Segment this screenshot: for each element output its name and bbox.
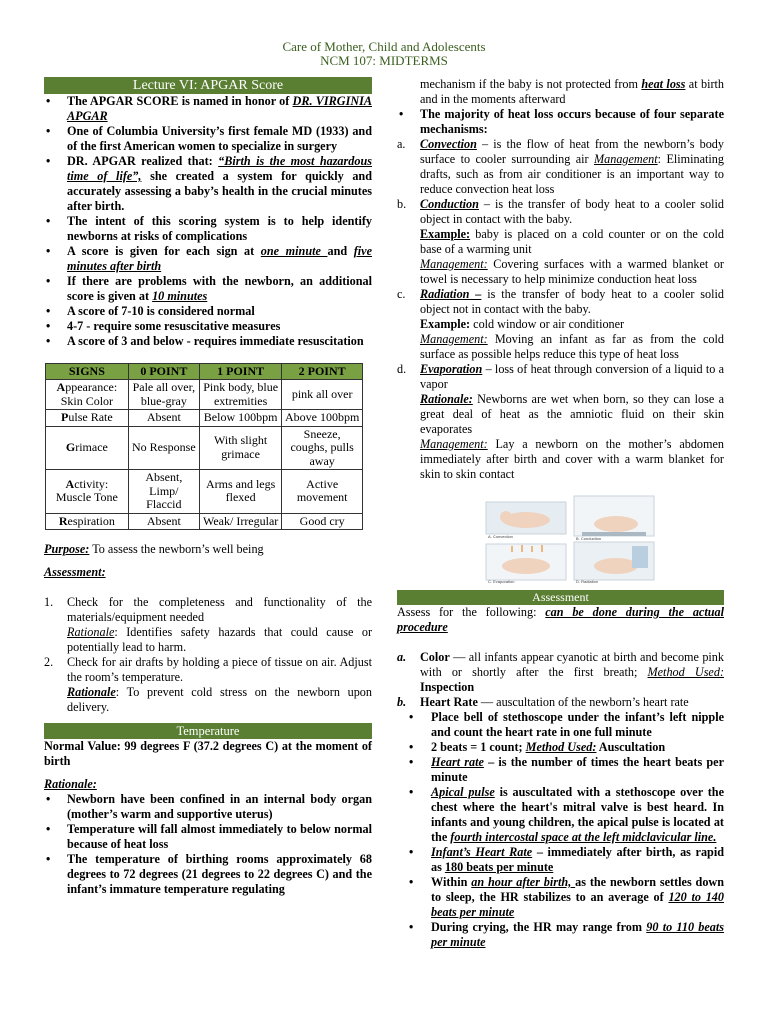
list-item: 1. Check for the completeness and functionality of the materials/equipment needed Rationale: Identifies safety hazards that could cause or potentially lead to harm.	[44, 595, 372, 654]
table-header: 2 POINT	[282, 364, 363, 380]
table-header-row	[46, 364, 363, 380]
list-item: • Place bell of stethoscope under the infant’s left nipple and count the heart rate in one full minute	[397, 710, 724, 740]
list-item: • During crying, the HR may range from 90 to 110 beats per minute	[397, 920, 724, 950]
list-item: • 4-7 - require some resuscitative measures	[44, 319, 372, 334]
list-item: • Temperature will fall almost immediately to below normal because of heat loss	[44, 822, 372, 852]
list-item: b. Heart Rate — auscultation of the newborn’s heart rate	[397, 695, 689, 709]
left-column	[44, 77, 372, 897]
score-cell: No Response	[128, 426, 199, 470]
list-item: c. Radiation – is the transfer of body heat to a cooler solid object not in contact with the baby. Example: cold window or air conditioner Management: Moving an infant as far as from the cold surface as possible helps reduce this type of heat loss	[397, 287, 724, 361]
figure-label: D. Radiation	[576, 579, 599, 584]
heat-loss-illustration	[482, 492, 659, 584]
list-item: • The majority of heat loss occurs because of four separate mechanisms:	[397, 107, 724, 137]
table-header: 0 POINT	[128, 364, 199, 380]
list-item: • Infant’s Heart Rate – immediately after birth, as rapid as 180 beats per minute	[397, 845, 724, 875]
list-item: d. Evaporation – loss of heat through conversion of a liquid to a vapor Rationale: Newborns are wet when born, so they can lose a great deal of heat as the amniotic fluid on their skin evaporates Management: Lay a newborn on the mother’s abdomen immediately after birth and cover with a warm blanket for skin to skin contact	[397, 362, 724, 481]
list-item: • Heart rate – is the number of times the heart beats per minute	[397, 755, 724, 785]
figure-label: A. Convection	[488, 534, 513, 539]
score-cell: Weak/ Irregular	[199, 513, 281, 530]
list-item: • If there are problems with the newborn, an additional score is given at 10 minutes	[44, 274, 372, 304]
right-column	[397, 77, 724, 950]
temperature-list	[44, 792, 372, 897]
score-cell: pink all over	[282, 380, 363, 410]
assessment-banner: Assessment	[397, 590, 724, 605]
list-item: • The temperature of birthing rooms approximately 68 degrees to 72 degrees (21 degrees to 22 degrees C) and the infant’s immature temperature regulating	[44, 852, 372, 897]
score-cell: Above 100bpm	[282, 410, 363, 427]
table-header: 1 POINT	[199, 364, 281, 380]
list-item: • A score of 3 and below - requires immediate resuscitation	[44, 334, 372, 349]
sign-cell: Appearance: Skin Color	[46, 380, 129, 410]
list-item: 2. Check for air drafts by holding a piece of tissue on air. Adjust the room’s temperature. Rationale: To prevent cold stress on the newborn upon delivery.	[44, 655, 372, 714]
list-item: • The APGAR SCORE is named in honor of DR. VIRGINIA APGAR	[44, 94, 372, 124]
rationale-heading: Rationale:	[44, 777, 97, 791]
assess-intro: Assess for the following: can be done during the actual procedure	[397, 605, 724, 634]
list-item: b. Conduction – is the transfer of body heat to a cooler solid object in contact with the baby. Example: baby is placed on a cold counter or on the cold base of a warming unit Management: Covering surfaces with a warmed blanket or towel is necessary to help minimize conduction heat loss	[397, 197, 724, 286]
list-item: • Within an hour after birth, as the newborn settles down to sleep, the HR stabilizes to an average of 120 to 140 beats per minute	[397, 875, 724, 920]
list-item: • 2 beats = 1 count; Method Used: Auscultation	[397, 740, 724, 755]
sign-cell: Activity: Muscle Tone	[46, 470, 129, 514]
figure-label: C. Evaporation	[488, 579, 515, 584]
score-cell: Absent	[128, 410, 199, 427]
table-row	[46, 426, 363, 470]
course-code: NCM 107: MIDTERMS	[320, 53, 448, 68]
table-row	[46, 513, 363, 530]
score-cell: Absent	[128, 513, 199, 530]
score-cell: Arms and legs flexed	[199, 470, 281, 514]
table-header: SIGNS	[46, 364, 129, 380]
course-title: Care of Mother, Child and Adolescents	[282, 39, 486, 54]
list-item: a. Convection – is the flow of heat from the newborn’s body surface to cooler surrounding air Management: Eliminating drafts, such as from air conditioner is an important way to reduce convection heat loss	[397, 137, 724, 196]
purpose-line: Purpose: To assess the newborn’s well being	[44, 542, 264, 556]
continued-text: mechanism if the baby is not protected from heat loss at birth and in the moments afterward	[420, 77, 724, 106]
score-cell: With slight grimace	[199, 426, 281, 470]
list-item: • A score is given for each sign at one minute and five minutes after birth	[44, 244, 372, 274]
table-row	[46, 410, 363, 427]
list-item: • DR. APGAR realized that: “Birth is the most hazardous time of life”, she created a system for quickly and accurately assessing a baby’s health in the crucial minutes after birth.	[44, 154, 372, 214]
temperature-banner: Temperature	[44, 723, 372, 739]
list-item: • The intent of this scoring system is to help identify newborns at risks of complications	[44, 214, 372, 244]
lecture-banner: Lecture VI: APGAR Score	[44, 77, 372, 94]
sign-cell: Grimace	[46, 426, 129, 470]
score-cell: Absent, Limp/ Flaccid	[128, 470, 199, 514]
page-header	[0, 40, 768, 68]
figure-label: B. Conduction	[576, 536, 602, 541]
sign-cell: Respiration	[46, 513, 129, 530]
sign-cell: Pulse Rate	[46, 410, 129, 427]
list-item: • One of Columbia University’s first female MD (1933) and of the first American women to specialize in surgery	[44, 124, 372, 154]
score-cell: Good cry	[282, 513, 363, 530]
score-cell: Sneeze, coughs, pulls away	[282, 426, 363, 470]
apgar-intro-list	[44, 94, 372, 349]
list-item: • A score of 7-10 is considered normal	[44, 304, 372, 319]
score-cell: Active movement	[282, 470, 363, 514]
score-cell: Pale all over, blue-gray	[128, 380, 199, 410]
heat-loss-intro	[397, 107, 724, 137]
table-row	[46, 470, 363, 514]
list-item: a. Color — all infants appear cyanotic at birth and become pink with or shortly after the first breath; Method Used: Inspection	[397, 650, 724, 694]
score-cell: Pink body, blue extremities	[199, 380, 281, 410]
score-cell: Below 100bpm	[199, 410, 281, 427]
normal-value: Normal Value: 99 degrees F (37.2 degrees C) at the moment of birth	[44, 739, 372, 768]
table-row	[46, 380, 363, 410]
heart-rate-list	[397, 710, 724, 950]
list-item: • Apical pulse is auscultated with a stethoscope over the chest where the heart's mitral valve is best heard. In infants and young children, the apical pulse is located at the fourth intercostal space at the left midclavicular line.	[397, 785, 724, 845]
heat-loss-diagram	[482, 492, 659, 584]
list-item: • Newborn have been confined in an internal body organ (mother’s warm and supportive uterus)	[44, 792, 372, 822]
assessment-heading: Assessment:	[44, 565, 106, 579]
apgar-table	[45, 363, 363, 530]
